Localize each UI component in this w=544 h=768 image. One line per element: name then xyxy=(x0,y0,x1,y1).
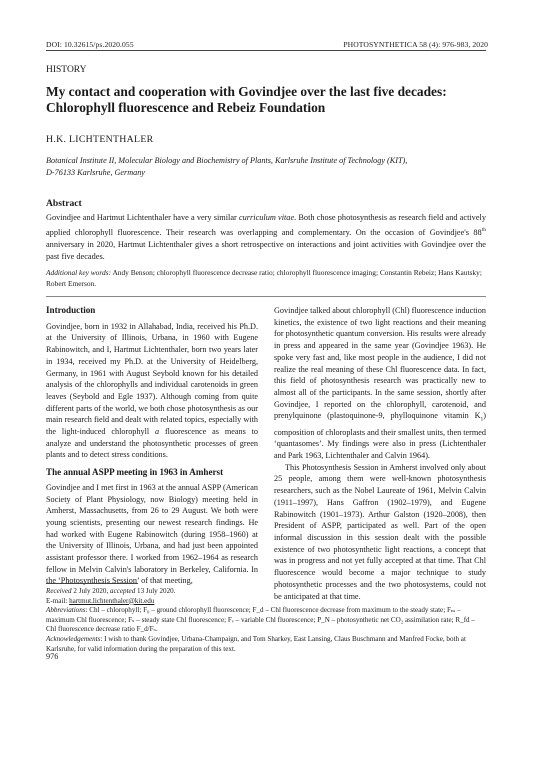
affiliation-line-2: D-76133 Karlsruhe, Germany xyxy=(46,168,145,177)
received-line: Received 2 July 2020, accepted 13 July 2020. xyxy=(46,587,176,595)
email-line: E-mail: hartmut.lichtenthaler@kit.edu xyxy=(46,596,155,605)
acknowledgements: Acknowledgements: I wish to thank Govindjee, Urbana-Champaign, and Tom Sharkey, East Lansing, Claus Buschmann and Manfred Focke, both at Karlsruhe, for valid information during the preparation of this text. xyxy=(46,634,466,653)
aspp-heading: The annual ASPP meeting in 1963 in Amherst xyxy=(46,467,224,478)
introduction-heading: Introduction xyxy=(46,305,96,315)
aspp-paragraph: Govindjee and I met first in 1963 at the annual ASPP (American Society of Plant Physiology, now Biology) meeting held in Amherst, Massachusetts, from 26 to 29 August. We both were young scientists, presenting our newest research findings. He had worked with Eugene Rabinowitch (during 1958–1960) at the University of Illinois, Urbana, and had just been appointed assistant professor there. I worked from 1962–1964 as research fellow in Melvin Calvin's laboratory in Berkeley, California. In the ‘Photosynthesis Session’ of that meeting, xyxy=(46,482,258,586)
keywords: Additional key words: Andy Benson; chlorophyll fluorescence decrease ratio; chlorophyll fluorescence imaging; Constantin Rebeiz; Hans Kautsky; Robert Emerson. xyxy=(46,268,482,288)
footnote-rule xyxy=(46,583,138,584)
affiliation-line-1: Botanical Institute II, Molecular Biology and Biochemistry of Plants, Karlsruhe Institute of Technology (KIT), xyxy=(46,156,408,165)
left-column xyxy=(46,305,258,587)
article-title: My contact and cooperation with Govindjee over the last five decades: Chlorophyll fluorescence and Rebeiz Foundation xyxy=(46,84,447,115)
journal-citation: PHOTOSYNTHETICA 58 (4): 976-983, 2020 xyxy=(343,40,488,49)
email-link[interactable]: hartmut.lichtenthaler@kit.edu xyxy=(69,596,155,605)
right-column xyxy=(274,305,486,602)
abbreviations: Abbreviations: Chl – chlorophyll; F₀ – ground chlorophyll fluorescence; F_d – Chl fluorescence decrease from maximum to the steady state; Fₘ – maximum Chl fluorescence; Fₛ – steady state Chl fluorescence; Fᵥ – variable Chl fluorescence; P_N – photosynthetic net CO₂ assimilation rate; R_fd – Chl fluorescence decrease ratio F_d/Fₛ. xyxy=(46,606,475,634)
page-number: 976 xyxy=(46,652,59,661)
abstract-text: Govindjee and Hartmut Lichtenthaler have a very similar curriculum vitae. Both chose photosynthesis as research field and actively applied chlorophyll fluorescence. Their research was overlapping and complementary. On the occasion of Govindjee's 88th anniversary in 2020, Hartmut Lichtenthaler gives a short retrospective on interactions and joint activities with Govindjee over the past five decades. xyxy=(46,213,486,261)
doi: DOI: 10.32615/ps.2020.055 xyxy=(46,40,134,49)
keywords-label: Additional key words: xyxy=(46,268,111,277)
column-rule xyxy=(46,296,486,297)
right-paragraph-2: This Photosynthesis Session in Amherst involved only about 25 people, among them were well-known photosynthesis researchers, such as the Nobel Laureate of 1961, Melvin Calvin (1911–1997), Hans Gaffron (1902–1979), and Eugene Rabinowitch (1901–1973). Arthur Galston (1920–2008), then President of ASPP, participated as well. Part of the open informal discussion in this session dealt with the possible existence of two photosynthetic light reactions, a concept that was in progress and not yet fully accepted at that time. That Chl fluorescence would become a major technique to study photosynthetic processes and the two photosystems, could not be anticipated at that time. xyxy=(274,462,486,601)
footnotes xyxy=(46,587,486,654)
abstract-heading: Abstract xyxy=(46,198,82,209)
right-paragraph-1: Govindjee talked about chlorophyll (Chl) fluorescence induction kinetics, the existence of two light reactions and their meaning for photosynthetic quantum conversion. His results were already in press and appeared in the same year (Govindjee 1963). He spoke very fast and, like most people in the audience, I did not realize the real meaning of these Chl fluorescence data. In fact, this field of photosynthesis research was practically new to almost all of the participants. In the same session, shortly after Govindjee, I reported on the chlorophyll, carotenoid, and prenylquinone (plastoquinone-9, phylloquinone vitamin $K_1$) composition of chloroplasts and their smallest units, then termed ‘quantasomes’. My findings were also in press (Lichtenthaler and Park 1963, Lichtenthaler and Calvin 1964). xyxy=(274,306,486,461)
introduction-paragraph: Govindjee, born in 1932 in Allahabad, India, received his Ph.D. at the University of Illinois, Urbana, in 1960 with Eugene Rabinowitch, and I, Hartmut Lichtenthaler, born two years later in 1934, received my Ph.D. at the University of Heidelberg, Germany, in 1961 with August Seybold known for his detailed analysis of the chlorophylls and individual carotenoids in green leaves (Seybold and Egle 1937). Although coming from quite different parts of the world, we both chose photosynthesis as our main research field and dealt with related topics, especially with the light-induced chlorophyll a fluorescence as means to analyze and understand the photosynthetic processes of green plants and to detect stress conditions. xyxy=(46,321,258,460)
section-label: HISTORY xyxy=(46,65,87,75)
header-rule xyxy=(46,50,486,51)
author: H.K. LICHTENTHALER xyxy=(46,134,154,145)
affiliation xyxy=(46,155,486,179)
